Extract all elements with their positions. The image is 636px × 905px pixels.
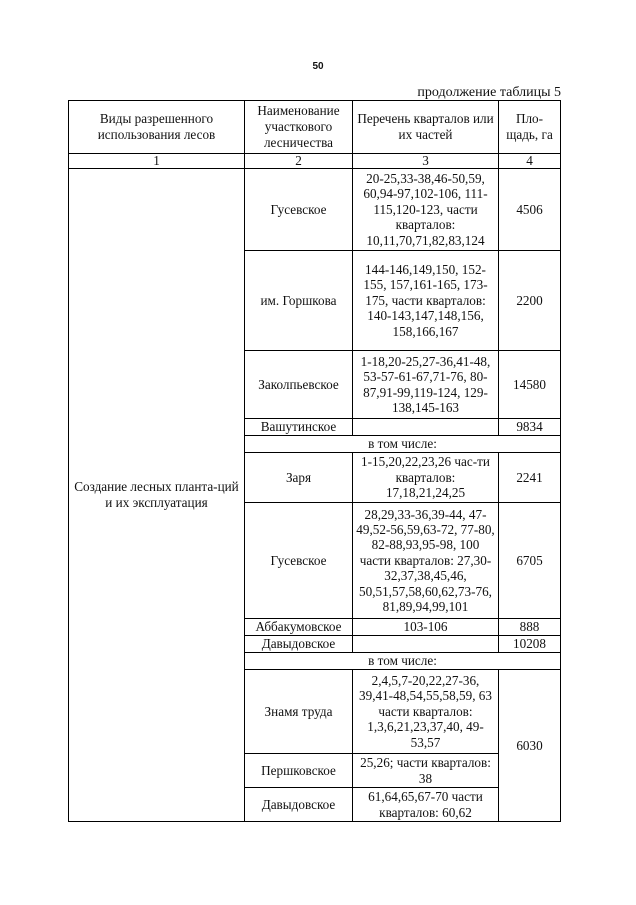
forestry-name: Давыдовское xyxy=(245,788,353,822)
quarters-list: 20-25,33-38,46-50,59, 60,94-97,102-106, 111-115,120-123, части кварталов: 10,11,70,71,82,83,124 xyxy=(353,169,499,251)
area-value: 10208 xyxy=(499,636,561,653)
quarters-list: 103-106 xyxy=(353,619,499,636)
column-number: 3 xyxy=(353,154,499,169)
forestry-name: Вашутинское xyxy=(245,419,353,436)
area-value: 9834 xyxy=(499,419,561,436)
forest-usage-table xyxy=(68,100,561,822)
forestry-name: Гусевское xyxy=(245,169,353,251)
column-number: 4 xyxy=(499,154,561,169)
forestry-name: Аббакумовское xyxy=(245,619,353,636)
area-value: 14580 xyxy=(499,351,561,419)
forestry-name: Знамя труда xyxy=(245,670,353,754)
area-value: 2200 xyxy=(499,251,561,351)
forestry-name: им. Горшкова xyxy=(245,251,353,351)
quarters-list xyxy=(353,419,499,436)
quarters-list: 1-15,20,22,23,26 час-ти кварталов: 17,18,21,24,25 xyxy=(353,453,499,503)
forestry-name: Заколпьевское xyxy=(245,351,353,419)
table-row xyxy=(69,169,561,251)
header-forestry-name: Наименование участкового лесничества xyxy=(245,101,353,154)
area-value: 4506 xyxy=(499,169,561,251)
column-number-row xyxy=(69,154,561,169)
quarters-list xyxy=(353,636,499,653)
quarters-list: 1-18,20-25,27-36,41-48, 53-57-61-67,71-76, 80-87,91-99,119-124, 129-138,145-163 xyxy=(353,351,499,419)
area-value: 6030 xyxy=(499,670,561,822)
quarters-list: 28,29,33-36,39-44, 47-49,52-56,59,63-72, 77-80, 82-88,93,95-98, 100 части кварталов: 27,30-32,37,38,45,46, 50,51,57,58,60,62,73-76, 81,89,94,99,101 xyxy=(353,503,499,619)
quarters-list: 2,4,5,7-20,22,27-36, 39,41-48,54,55,58,59, 63 части кварталов: 1,3,6,21,23,37,40, 49-53,57 xyxy=(353,670,499,754)
quarters-list: 25,26; части кварталов: 38 xyxy=(353,754,499,788)
forestry-name: Гусевское xyxy=(245,503,353,619)
usage-type-cell: Создание лесных планта-ций и их эксплуатация xyxy=(69,169,245,822)
including-label: в том числе: xyxy=(245,436,561,453)
header-usage-type: Виды разрешенного использования лесов xyxy=(69,101,245,154)
including-label: в том числе: xyxy=(245,653,561,670)
area-value: 2241 xyxy=(499,453,561,503)
area-value: 888 xyxy=(499,619,561,636)
quarters-list: 61,64,65,67-70 части кварталов: 60,62 xyxy=(353,788,499,822)
page-number: 50 xyxy=(312,61,324,72)
forestry-name: Першковское xyxy=(245,754,353,788)
column-number: 2 xyxy=(245,154,353,169)
table-header-row xyxy=(69,101,561,154)
header-area: Пло-щадь, га xyxy=(499,101,561,154)
quarters-list: 144-146,149,150, 152-155, 157,161-165, 173-175, части кварталов: 140-143,147,148,156, 158,166,167 xyxy=(353,251,499,351)
area-value: 6705 xyxy=(499,503,561,619)
column-number: 1 xyxy=(69,154,245,169)
header-quarters-list: Перечень кварталов или их частей xyxy=(353,101,499,154)
table-continuation-label: продолжение таблицы 5 xyxy=(417,85,561,100)
forestry-name: Давыдовское xyxy=(245,636,353,653)
forestry-name: Заря xyxy=(245,453,353,503)
